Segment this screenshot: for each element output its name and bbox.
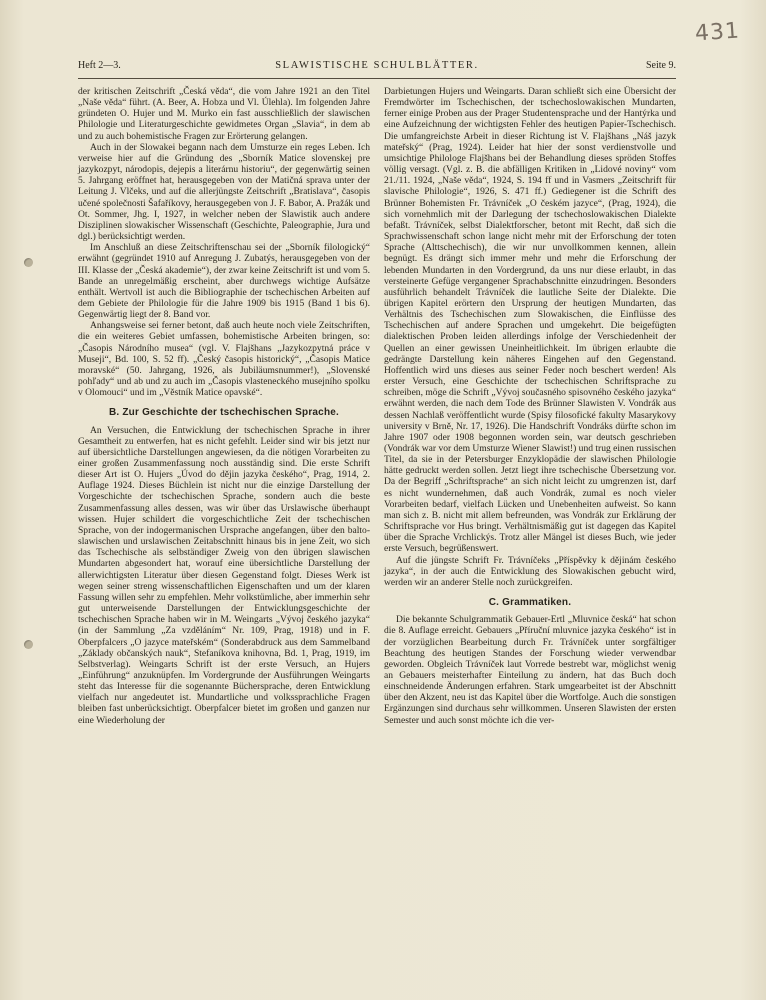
punch-hole (24, 640, 33, 649)
paragraph: An Versuchen, die Entwicklung der tschechischen Sprache in ihrer Gesamtheit zu entwerfen, hat es nicht gefehlt. Leider sind wir bis jetzt nur auf übersichtliche Darstellungen angewiesen, da die nötigen Vorarbeiten zu einer großen Zusammenfassung noch ausständig sind. Die erste Schrift dieser Art ist O. Hujers „Úvod do dějin jazyka českého“, Prag, 1914, 2. Auflage 1924. Dieses Büchlein ist nicht nur die einzige Darstellung der Vorgeschichte der tschechischen Sprache, sondern auch die beste Zusammenfassung alles dessen, was wir über das Urslawische überhaupt wissen. Hujer schildert die vorgeschichtliche Zeit der tschechischen Sprache, von der indogermanischen Ursprache angefangen, über den balto-slawischen und urslawischen Zeitabschnitt hinaus bis in jene Zeit, wo sich das Tschechische als selbständiger Zweig von den übrigen slawischen Mundarten abgesondert hat, worauf eine übersichtliche Darstellung der allerwichtigsten Literatur über diesen Gegenstand folgt. Dieses Werk ist wegen seiner streng wissenschaftlichen Eigenschaften und um der klaren Fassung willen sehr zu empfehlen. Mehr volkstümliche, aber immerhin sehr gut unterweisende Darstellungen der Entwicklungsgeschichte der tschechischen Sprache haben wir in M. Weingarts „Vývoj českého jazyka“ (in der Sammlung „Za vzděláním“ Nr. 109, Prag, 1918) und in F. Oberpfalcers „O jazyce mateřském“ (Sonderabdruck aus dem Sammelband „Základy občanských nauk“, Stefaníkova knihovna, Bd. 1, Prag, 1919, im Selbstverlag). Weingarts Schrift ist der erste Versuch, an Hujers „Einführung“ anzuknüpfen. Im Vordergrunde der Ausführungen Weingarts steht das Interesse für die sogenannte Büchersprache, deren Entwicklung vielfach nur angedeutet ist. Mundartliche und volkssprachliche Fragen bleiben fast unberücksichtigt. Oberpfalcer bietet im großen und ganzen nur eine Wiederholung der (78, 424, 370, 726)
paragraph: Auch in der Slowakei begann nach dem Umsturze ein reges Leben. Ich verweise hier auf die Gründung des „Sborník Matice slovenskej pre jazykozpyt, národopis, dejepis a literárnu historiu“, der gegenwärtig seinen 5. Jahrgang eröffnet hat, herausgegeben von der Matičná sprava unter der Leitung J. Vlčeks, und auf die allerjüngste Zeitschrift „Bratislava“, časopis učené společnosti Šafaříkovy, herausgegeben von J. F. Babor, A. Pražák und Ot. Sommer, Jhg. I, 1927, in welcher neben der Slawistik auch andere Disziplinen slowakischer Wissenschaft (Geschichte, Paleographie, Jura und dgl.) berücksichtigt werden. (78, 141, 370, 243)
paragraph: Im Anschluß an diese Zeitschriftenschau sei der „Sborník filologický“ erwähnt (gegründet 1910 auf Anregung J. Zubatýs, herausgegeben von der III. Klasse der „Česká akademie“), der zwar keine Zeitschrift ist und vom 5. Bande an unregelmäßig erscheint, aber durchwegs wichtige Aufsätze enthält. Wertvoll ist auch die Bibliographie der tschechischen Arbeiten auf dem Gebiete der Philologie für die Jahre 1909 bis 1915 (Band 1 bis 6). Gegenwärtig liegt der 8. Band vor. (78, 242, 370, 321)
paragraph: Anhangsweise sei ferner betont, daß auch heute noch viele Zeitschriften, die ein weiteres Gebiet umfassen, bohemistische Arbeiten bringen, so: „Časopis Národního musea“ (vgl. V. Flajšhans „Jazykozpytná práce v Museji“, Bd. 100, S. 52 ff). „Český časopis historický“, „Časopis Matice moravské“ (50. Jahrgang, 1926, als Jubiläumsnummer!), „Slovenské pohľady“ und ab und zu auch im „Časopis vlasteneckého musejního spolku v Olomouci“ und im „Věstník Matice opavské“. (78, 320, 370, 399)
right-column (384, 86, 676, 726)
section-heading-c: C. Grammatiken. (488, 597, 572, 609)
paragraph: Auf die jüngste Schrift Fr. Trávníčeks „Příspěvky k dějinám českého jazyka“, in der auch die Entwicklung des Slowakischen gebucht wird, werden wir an anderer Stelle noch zurückgreifen. (384, 554, 676, 588)
header-page-number: Seite 9. (646, 60, 676, 71)
running-header (78, 60, 676, 76)
header-rule (78, 78, 676, 79)
left-column (78, 86, 370, 726)
punch-hole (24, 258, 33, 267)
header-issue: Heft 2—3. (78, 60, 121, 71)
folio-number: 431 (694, 18, 741, 47)
paragraph: der kritischen Zeitschrift „Česká věda“, die vom Jahre 1921 an den Titel „Naše věda“ führt. (A. Beer, A. Hobza und Vl. Úlehla). Im folgenden Jahre gründeten O. Hujer und M. Murko ein fast ausschließlich der slawischen Philologie und Literaturgeschichte gewidmetes Organ „Slavia“, in dem ab und zu auch bohemistische Fragen zur Erörterung gelangen. (78, 86, 370, 142)
header-journal-title: SLAWISTISCHE SCHULBLÄTTER. (275, 60, 479, 71)
paragraph: Die bekannte Schulgrammatik Gebauer-Ertl „Mluvnice česká“ hat schon die 8. Auflage erreicht. Gebauers „Příruční mluvnice jazyka českého“ ist in der vorzüglichen Bearbeitung durch Fr. Trávníček unter sorgfältiger Beachtung des heutigen Standes der Forschung wieder verwendbar geworden. Obgleich Trávníček laut Vorrede bestrebt war, möglichst wenig an Gebauers meisterhafter Einteilung zu ändern, hat das Buch doch einschneidende Änderungen erfahren. Stark umgearbeitet ist der Abschnitt über den Akzent, neu ist das Kapitel über die Wortfolge. Auch die sonstigen Ergänzungen sind durchaus sehr willkommen. Unseren Slawisten der ersten Semester und auch sonst möchte ich die ver- (384, 614, 676, 726)
paragraph: Darbietungen Hujers und Weingarts. Daran schließt sich eine Übersicht der Fremdwörter im Tschechischen, der tschechoslowakischen Mundarten, ferner einige Proben aus der Prager Studentensprache und der Hantýrka und eine Aufzeichnung der wichtigsten Fehler des heutigen Papier-Tschechisch. Die umfangreichste Arbeit in dieser Richtung ist V. Flajšhans „Náš jazyk mateřský“ (Prag, 1924). Leider hat hier der sonst verdienstvolle und umsichtige Philologe Flajšhans bei der Behandlung dieses spröden Stoffes völlig versagt. (Vgl. z. B. die abfälligen Kritiken in „Lidové noviny“ vom 21./11. 1924, „Naše věda“, 1924, S. 194 ff und in Vasmers „Zeitschrift für slavische Philologie“, 1926, S. 471 ff.) Gediegener ist die Schrift des Brünner Bohemisten Fr. Trávníček „O českém jazyce“, (Prag, 1924), die sich vornehmlich mit der Darlegung der tschechoslowakischen Dialekte befaßt. Trávníček, selbst Dialektforscher, betont mit Recht, daß sich die Sprachwissenschaft schon lange nicht mehr mit der Erforschung der toten Sprache (Alttschechisch), die wir nur unvollkommen kennen, allein begnügt. Es drängt sich immer mehr und mehr die Erforschung der lebenden Mundarten in den Vordergrund, da uns nur diese erlaubt, in das versteinerte Gefüge vergangener Sprachabschnitte einzudringen. Besonders ausführlich behandelt Trávníček die lautliche Seite der Dialekte. Die übrigen Kapitel erörtern den Ursprung der heutigen Mundarten, das Verhältnis des Tschechischen zum Slowakischen, die Einflüsse des Tschechischen auf andere Sprachen und umgekehrt. Die beigefügten dialektischen Proben leiden allerdings infolge der Verschiedenheit der Quellen an einer gewissen Uneinheitlichkeit. Im übrigen erlaubte die gedrängte Darstellung kein näheres Eingehen auf den Gegenstand. Hoffentlich wird uns dieses aus seiner Feder noch beschert werden! Als erster Versuch, eine Geschichte der tschechischen Schriftsprache zu schreiben, möge die Schrift „Vývoj současného spisovného českého jazyka“ erwähnt werden, die nach dem Tode des Brünner Slawisten V. Vondrák aus dessen Nachlaß veröffentlicht wurde (Spisy filosofické fakulty Masarykovy university v Brně, Nr. 17, 1926). Die Handschrift Vondráks dürfte schon im Jahre 1907 oder 1908 begonnen worden sein, war deutsch geschrieben (Vondrák war vor dem Umsturze Wiener Slawist!) und trug einen russischen Titel, da sie in der Petersburger Enzyklopädie der slawischen Philologie hätte gedruckt werden sollen. Jetzt liegt ihre tschechische Übersetzung vor. Da der Begriff „Schriftsprache“ an sich nicht leicht zu umgrenzen ist, darf es nicht wundernehmen, daß auch Vondrák, zumal es noch vieler Vorarbeiten bedarf, vielfach Lücken und Unebenheiten aufweist. So kann man sich z. B. nicht mit allem befreunden, was Vondrák zur Erklärung der Schriftsprache vor Hus bringt. Verhältnismäßig gut ist dagegen das Kapitel über die Sprache Vrchlickýs. Trotz aller Mängel ist dieses Buch, wie jeder erste Versuch, begrüßenswert. (384, 86, 676, 555)
section-heading-b: B. Zur Geschichte der tschechischen Sprache. (109, 407, 339, 419)
